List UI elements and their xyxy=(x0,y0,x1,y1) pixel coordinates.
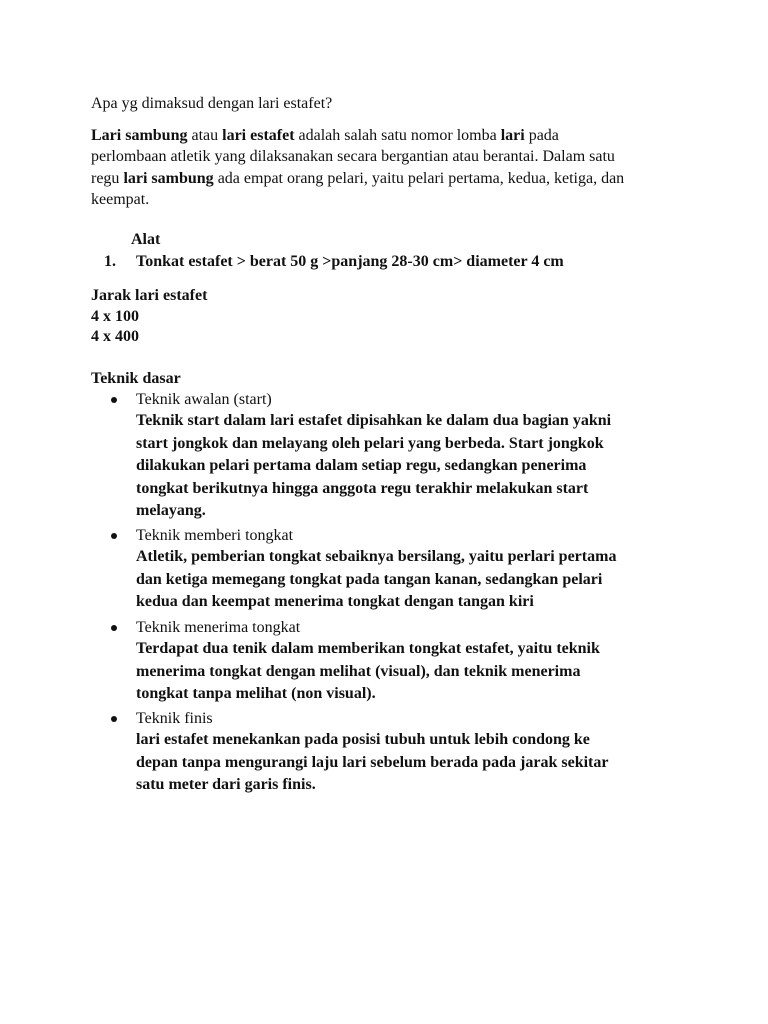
bullet-icon xyxy=(111,625,117,631)
definition-line-3 xyxy=(91,168,691,189)
jarak-section xyxy=(91,286,207,348)
teknik-item-title: Teknik memberi tongkat xyxy=(136,527,294,544)
bullet-icon xyxy=(111,397,117,403)
definition-text: pada xyxy=(524,127,559,144)
teknik-item-head xyxy=(108,709,608,729)
teknik-item-title: Teknik menerima tongkat xyxy=(136,619,301,636)
body-line: melayang. xyxy=(136,502,206,520)
body-line: Atletik, pemberian tongkat sebaiknya bersilang, yaitu perlari pertama xyxy=(136,548,617,565)
definition-text: atau xyxy=(187,127,223,144)
alat-heading: Alat xyxy=(131,231,161,248)
body-line: start jongkok dan melayang oleh pelari yang berbeda. Start jongkok xyxy=(136,434,604,452)
teknik-item xyxy=(108,390,611,523)
teknik-item-body xyxy=(108,546,616,614)
jarak-heading: Jarak lari estafet xyxy=(91,287,208,304)
teknik-item-body xyxy=(108,638,600,706)
teknik-item-head xyxy=(108,526,616,546)
jarak-value: 4 x 400 xyxy=(91,328,139,345)
term-lari-sambung: lari sambung xyxy=(123,169,214,187)
teknik-item-title: Teknik finis xyxy=(136,710,213,727)
jarak-value: 4 x 100 xyxy=(91,307,139,325)
body-line: kedua dan keempat menerima tongkat dengan tangan kiri xyxy=(136,593,534,611)
alat-item-text: Tonkat estafet > berat 50 g >panjang 28-30 cm> diameter 4 cm xyxy=(136,253,564,270)
body-line: lari estafet menekankan pada posisi tubuh untuk lebih condong ke xyxy=(136,731,590,748)
body-line: dilakukan pelari pertama dalam setiap regu, sedangkan penerima xyxy=(136,457,587,475)
definition-text: ada empat orang pelari, yaitu pelari pertama, kedua, ketiga, dan xyxy=(213,169,625,187)
teknik-item-head xyxy=(108,618,600,638)
list-number: 1. xyxy=(104,253,116,270)
body-line: tongkat berikutnya hingga anggota regu terakhir melakukan start xyxy=(136,479,589,497)
teknik-item xyxy=(108,618,600,706)
bullet-icon xyxy=(111,716,117,722)
teknik-item xyxy=(108,709,608,797)
alat-list-item xyxy=(104,252,564,272)
term-lari: lari xyxy=(500,127,525,144)
definition-text: adalah salah satu nomor lomba xyxy=(294,127,501,144)
definition-line-1 xyxy=(91,125,691,146)
question-text: Apa yg dimaksud dengan lari estafet? xyxy=(91,95,333,112)
definition-text: regu xyxy=(91,169,124,187)
teknik-item-body xyxy=(108,729,608,797)
bullet-icon xyxy=(111,533,117,539)
term-lari-estafet: lari estafet xyxy=(222,127,295,144)
term-lari-sambung: Lari sambung xyxy=(91,127,188,144)
body-line: depan tanpa mengurangi laju lari sebelum berada pada jarak sekitar xyxy=(136,753,609,771)
body-line: Teknik start dalam lari estafet dipisahkan ke dalam dua bagian yakni xyxy=(136,412,612,429)
body-line: satu meter dari garis finis. xyxy=(136,776,316,794)
definition-paragraph xyxy=(91,125,691,210)
teknik-item-title: Teknik awalan (start) xyxy=(136,391,272,408)
teknik-heading: Teknik dasar xyxy=(91,370,181,387)
teknik-item-head xyxy=(108,390,611,410)
body-line: dan ketiga memegang tongkat pada tangan kanan, sedangkan pelari xyxy=(136,570,603,588)
definition-line-4: keempat. xyxy=(91,190,150,208)
body-line: Terdapat dua tenik dalam memberikan tongkat estafet, yaitu teknik xyxy=(136,640,600,657)
body-line: menerima tongkat dengan melihat (visual), dan teknik menerima xyxy=(136,662,581,680)
teknik-item-body xyxy=(108,410,611,523)
body-line: tongkat tanpa melihat (non visual). xyxy=(136,685,376,703)
definition-line-2: perlombaan atletik yang dilaksanakan secara bergantian atau berantai. Dalam satu xyxy=(91,148,615,166)
teknik-item xyxy=(108,526,616,614)
